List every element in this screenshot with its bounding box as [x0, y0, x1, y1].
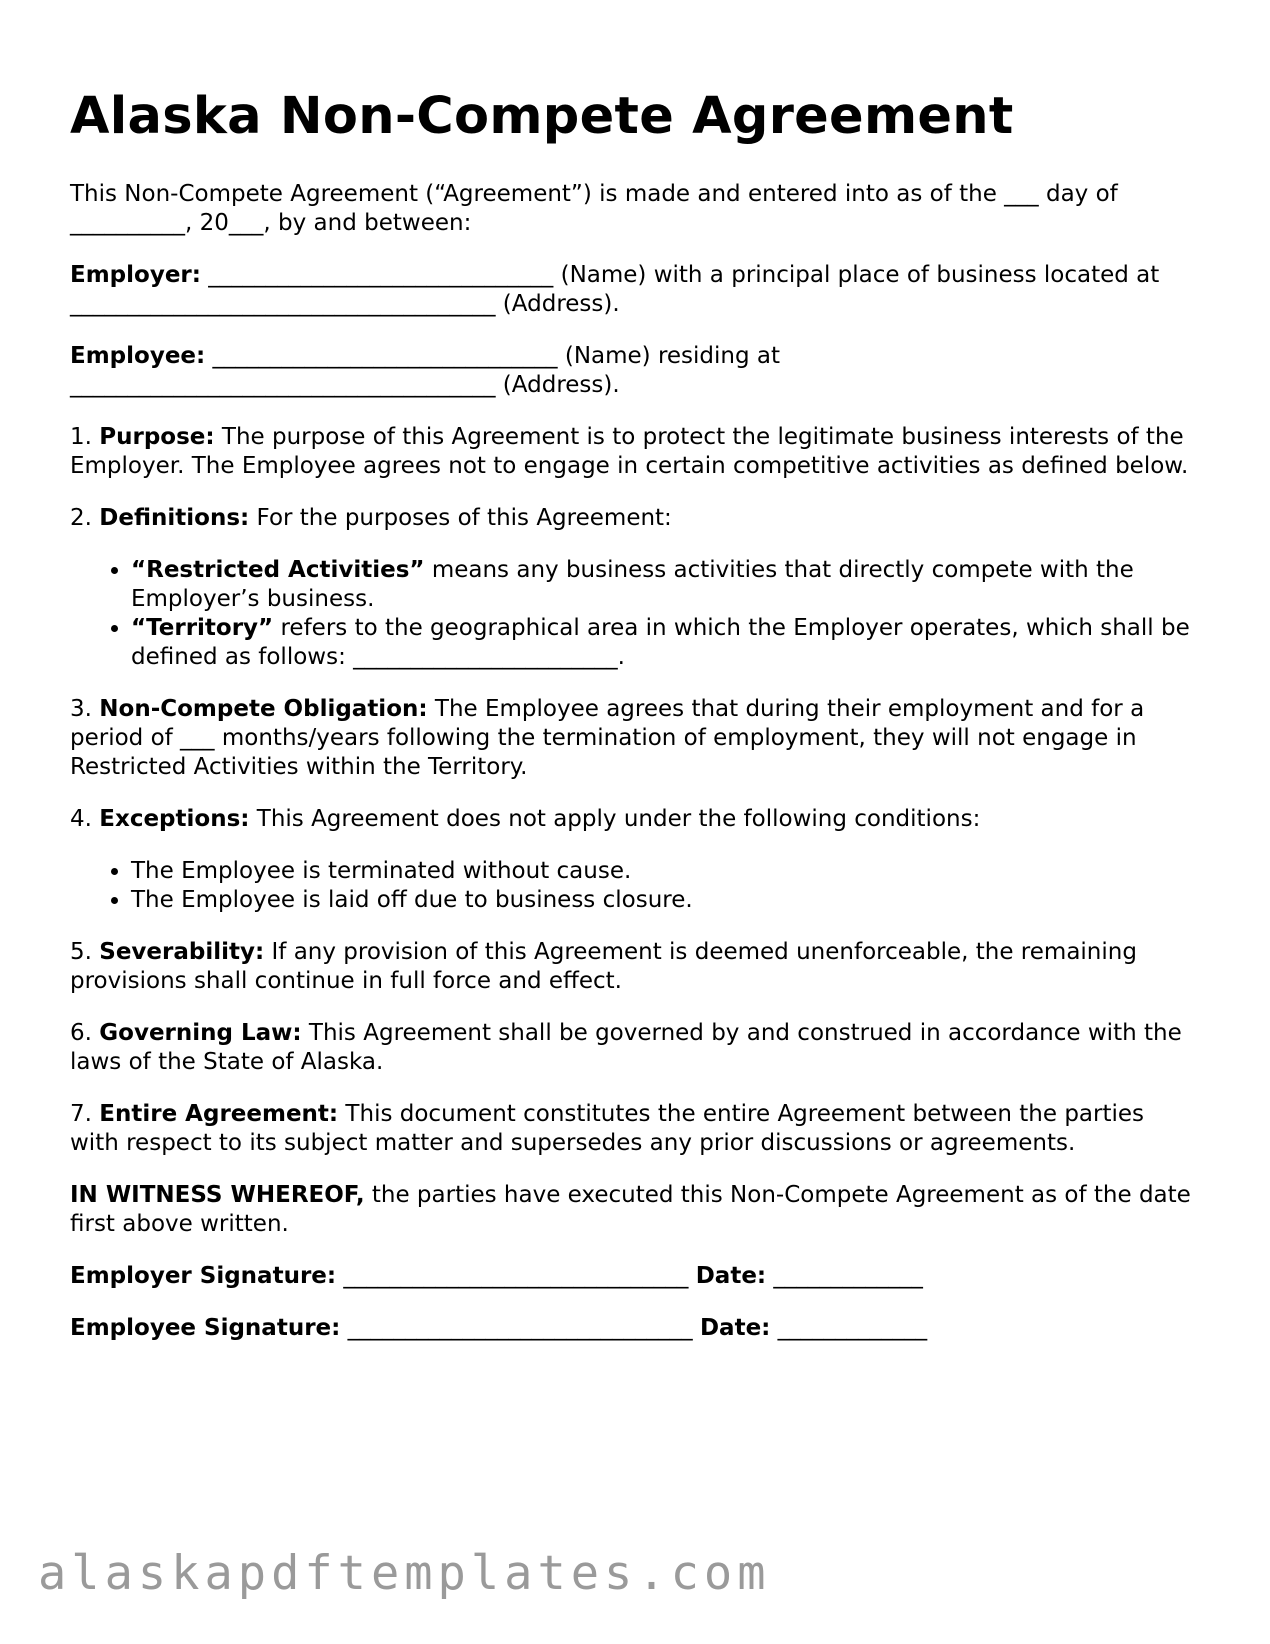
employee-paragraph [70, 342, 1200, 400]
section-entire-agreement [70, 1100, 1200, 1158]
section-purpose [70, 423, 1200, 481]
employer-date-label: Date: [695, 1263, 767, 1289]
section-heading: Exceptions: [99, 806, 250, 832]
section-text: This Agreement does not apply under the following conditions: [249, 806, 981, 832]
section-governing-law [70, 1019, 1200, 1077]
employer-signature-label: Employer Signature: [70, 1263, 337, 1289]
watermark-text: alaskapdftemplates.com [38, 1546, 771, 1601]
section-number: 3. [70, 696, 100, 722]
section-severability [70, 938, 1200, 996]
witness-lead: IN WITNESS WHEREOF, [70, 1182, 365, 1208]
employer-signature-blank[interactable]: ______________________________ [336, 1263, 696, 1289]
definition-term: “Territory” [131, 615, 274, 641]
section-text: This document constitutes the entire Agreement between the parties with respect to its subject matter and supersedes any prior discussions or agreements. [70, 1101, 1145, 1156]
definition-item [131, 614, 1200, 672]
exceptions-list [70, 857, 1200, 915]
definitions-list [70, 556, 1200, 672]
section-number: 6. [70, 1020, 100, 1046]
intro-paragraph: This Non-Compete Agreement (“Agreement”) is made and entered into as of the ___ day of __________, 20___, by and between: [70, 181, 1118, 236]
section-definitions [70, 504, 1200, 533]
exception-item: • The Employee is terminated without cause. [131, 857, 1200, 886]
exception-item: • The Employee is laid off due to business closure. [131, 886, 1200, 915]
document-title: Alaska Non-Compete Agreement [70, 87, 1014, 146]
witness-paragraph [70, 1181, 1200, 1239]
section-heading: Entire Agreement: [99, 1101, 339, 1127]
employee-text: ______________________________ (Name) residing at _____________________________________ (Address). [70, 343, 781, 398]
section-number: 2. [70, 505, 100, 531]
section-text: For the purposes of this Agreement: [249, 505, 672, 531]
employer-signature-line [70, 1262, 1200, 1291]
definition-text: means any business activities that directly compete with the Employer’s business. [131, 557, 1134, 612]
employer-text: ______________________________ (Name) with a principal place of business located at _____________________________________ (Address). [70, 262, 1160, 317]
employee-date-blank[interactable]: _____________ [770, 1315, 928, 1341]
employee-date-label: Date: [699, 1315, 771, 1341]
section-heading: Severability: [99, 939, 265, 965]
definition-item [131, 556, 1200, 614]
definition-text: refers to the geographical area in which the Employer operates, which shall be defined as follows: _______________________. [131, 615, 1190, 670]
section-number: 7. [70, 1101, 100, 1127]
section-heading: Governing Law: [99, 1020, 302, 1046]
section-heading: Definitions: [99, 505, 250, 531]
section-text: If any provision of this Agreement is deemed unenforceable, the remaining provisions shall continue in full force and effect. [70, 939, 1137, 994]
section-heading: Purpose: [99, 424, 215, 450]
witness-text: the parties have executed this Non-Compete Agreement as of the date first above written. [70, 1182, 1191, 1237]
section-text: The purpose of this Agreement is to protect the legitimate business interests of the Employer. The Employee agrees not to engage in certain competitive activities as defined below. [70, 424, 1189, 479]
definition-term: “Restricted Activities” [131, 557, 425, 583]
document-page [70, 86, 1200, 1366]
section-noncompete [70, 695, 1200, 782]
section-text: The Employee agrees that during their employment and for a period of ___ months/years following the termination of employment, they will not engage in Restricted Activities within the Territory. [70, 696, 1145, 780]
section-number: 4. [70, 806, 100, 832]
employer-paragraph [70, 261, 1200, 319]
employee-signature-label: Employee Signature: [70, 1315, 341, 1341]
employer-label: Employer: [70, 262, 201, 288]
section-text: This Agreement shall be governed by and construed in accordance with the laws of the State of Alaska. [70, 1020, 1182, 1075]
section-number: 5. [70, 939, 100, 965]
section-exceptions [70, 805, 1200, 834]
employee-label: Employee: [70, 343, 206, 369]
section-heading: Non-Compete Obligation: [99, 696, 428, 722]
employee-signature-blank[interactable]: ______________________________ [340, 1315, 700, 1341]
employee-signature-line [70, 1314, 1200, 1343]
section-number: 1. [70, 424, 100, 450]
employer-date-blank[interactable]: _____________ [766, 1263, 923, 1289]
